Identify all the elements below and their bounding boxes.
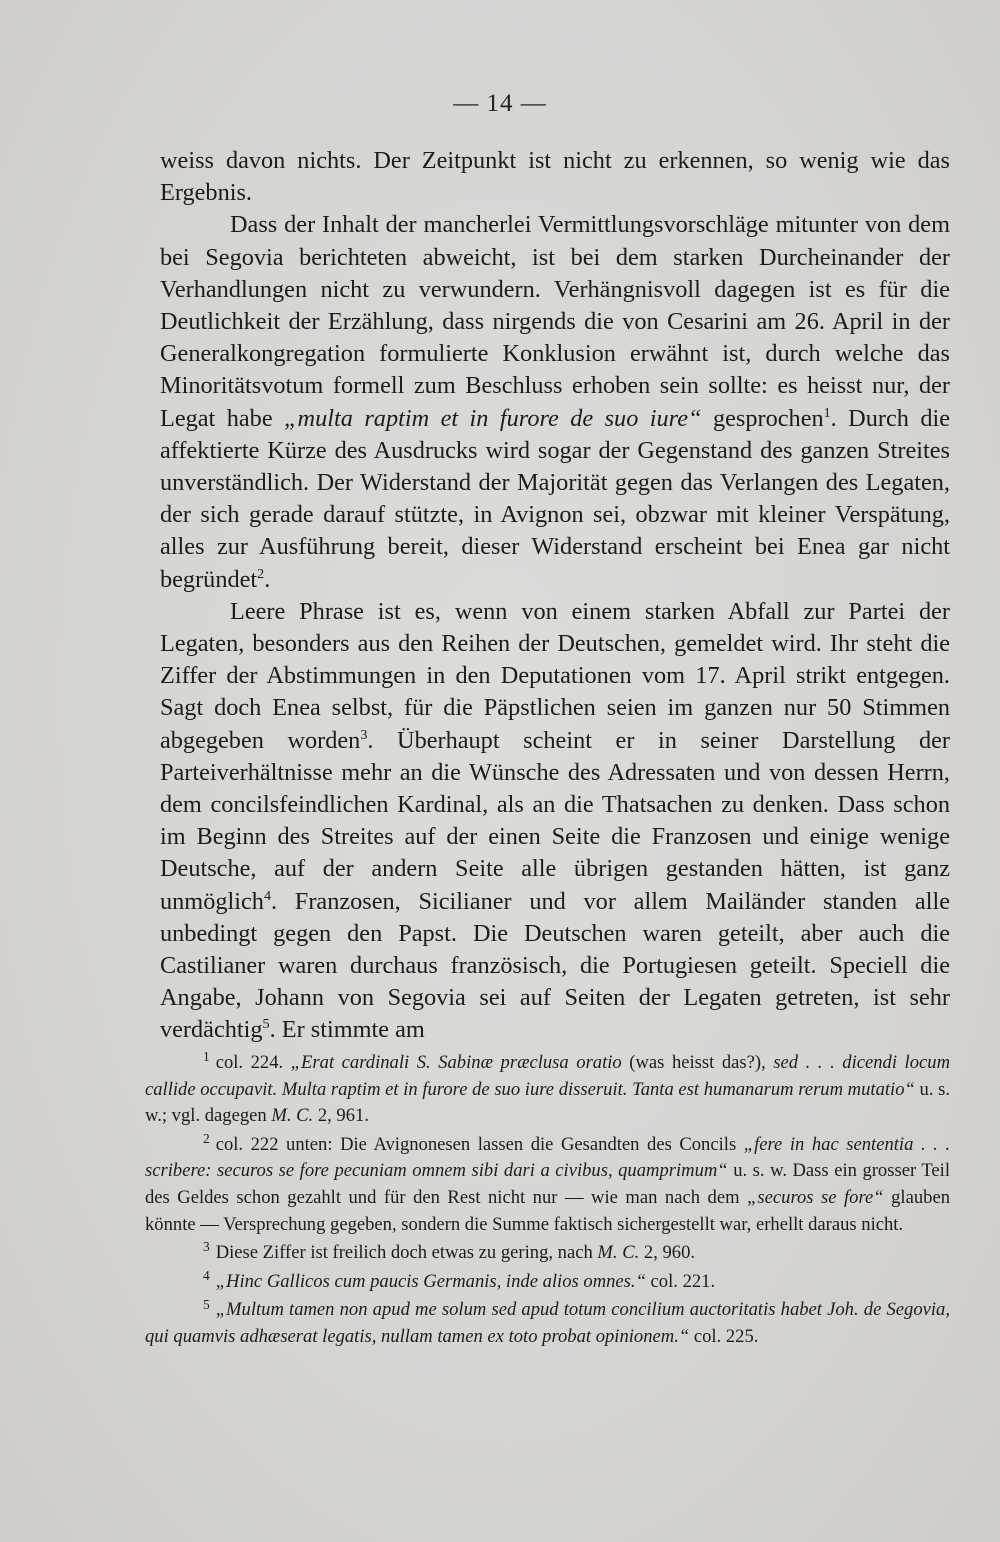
- footnote-text: [216, 1271, 715, 1292]
- italic-text: M. C.: [271, 1105, 314, 1127]
- footnote-number: 5: [203, 1296, 210, 1312]
- text-run: u. s. w.; vgl. dagegen: [145, 1078, 950, 1127]
- text-run: col. 222 unten: Die Avignonesen lassen die Gesandten des Concils: [215, 1133, 744, 1155]
- text-run: Diese Ziffer ist freilich doch etwas zu gering, nach: [215, 1242, 598, 1264]
- italic-text: „Erat cardinali S. Sabinæ præclusa oratio: [290, 1052, 622, 1073]
- text-run: 2, 961.: [313, 1105, 369, 1127]
- paragraph-3: [160, 596, 950, 1047]
- footnote-text: [145, 1052, 950, 1126]
- footnote-3: [145, 1240, 950, 1267]
- page-number: — 14 —: [453, 90, 547, 117]
- footnote-reference: 2: [257, 565, 265, 582]
- body-text: [160, 145, 950, 1047]
- text-run: Leere Phrase ist es, wenn von einem starken Abfall zur Partei der Legaten, besonders aus den Reihen der Deutschen, gemeldet wird. Ihr steht die Ziffer der Abstimmungen in den Deputationen vom 17. April strikt entgegen. Sagt doch Enea selbst, für die Päpstlichen seien im ganzen nur 50 Stimmen abgegeben worden: [160, 597, 950, 754]
- footnotes: [145, 1050, 950, 1353]
- text-run: . Franzosen, Sicilianer und vor allem Mailänder standen alle unbedingt gegen den Papst. Die Deutschen waren geteilt, aber auch die Castilianer waren durchaus französisch, die Portugiesen geteilt. Speciell die Angabe, Johann von Segovia sei auf Seiten der Legaten getreten, ist sehr verdächtig: [160, 887, 950, 1044]
- footnote-text: [145, 1134, 950, 1235]
- italic-text: „Hinc Gallicos cum paucis Germanis, inde alios omnes.“: [215, 1270, 646, 1292]
- text-run: weiss davon nichts. Der Zeitpunkt ist nicht zu erkennen, so wenig wie das Ergebnis.: [160, 147, 950, 207]
- footnote-1: [145, 1050, 950, 1130]
- text-run: glauben könnte — Versprechung gegeben, sondern die Summe faktisch sichergestellt war, erhellt daraus nicht.: [145, 1186, 950, 1235]
- text-run: u. s. w. Dass ein grosser Teil des Geldes schon gezahlt und für den Rest nicht nur — wie man nach dem: [145, 1160, 950, 1208]
- footnote-number: 2: [203, 1131, 210, 1147]
- footnote-number: 4: [203, 1268, 210, 1284]
- paragraph-2: [160, 209, 950, 595]
- text-run: . Durch die affektierte Kürze des Ausdrucks wird sogar der Gegenstand des ganzen Streites unverständlich. Der Widerstand der Majorität gegen das Verlangen des Legaten, der sich gerade darauf stützte, in Avignon sei, obzwar mit kleiner Verspätung, alles zur Ausführung bereit, dieser Widerstand erscheint bei Enea gar nicht begründet: [160, 404, 951, 593]
- text-run: col. 225.: [689, 1325, 759, 1347]
- text-run: gesprochen: [701, 404, 824, 432]
- text-run: . Überhaupt scheint er in seiner Darstellung der Parteiverhältnisse mehr an die Wünsche des Adressaten und von dessen Herrn, dem concilsfeindlichen Kardinal, als an die Thatsachen zu denken. Dass schon im Beginn des Streites auf der einen Seite die Franzosen und einige wenige Deutsche, auf der andern Seite alle übrigen gestanden hätten, ist ganz unmöglich: [160, 726, 950, 915]
- footnote-text: [145, 1296, 950, 1347]
- text-run: col. 221.: [645, 1270, 716, 1292]
- text-run: . Er stimmte am: [269, 1016, 425, 1044]
- footnote-5: [145, 1297, 950, 1350]
- italic-text: sed . . . dicendi locum callide occupavit. Multa raptim et in furore de suo iure disseruit. Tanta est humanarum rerum mutatio“: [145, 1052, 950, 1100]
- footnote-reference: 5: [262, 1016, 270, 1033]
- italic-text: M. C.: [597, 1242, 640, 1264]
- italic-text: „Multum tamen non apud me solum sed apud totum concilium auctoritatis habet Joh. de Segovia, qui quamvis adhæserat legatis, nullam tamen ex toto probat opinionem.“: [145, 1299, 950, 1347]
- footnote-number: 1: [203, 1049, 210, 1065]
- footnote-4: [145, 1269, 950, 1296]
- footnote-text: [216, 1242, 695, 1263]
- text-run: 2, 960.: [639, 1242, 696, 1264]
- footnote-reference: 1: [823, 404, 831, 421]
- footnote-reference: 4: [263, 887, 271, 904]
- italic-text: „multa raptim et in furore de suo iure“: [284, 404, 702, 432]
- italic-text: „fere in hac sententia . . . scribere: securos se fore pecuniam omnem sibi dari a civibus, quamprimum“: [145, 1133, 950, 1182]
- italic-text: „securos se fore“: [747, 1186, 884, 1208]
- footnote-2: [145, 1132, 950, 1238]
- footnote-reference: 3: [360, 726, 368, 743]
- text-run: col. 224.: [215, 1052, 291, 1073]
- footnote-number: 3: [203, 1239, 210, 1255]
- text-run: (was heisst das?),: [621, 1052, 774, 1073]
- text-run: .: [264, 565, 271, 593]
- paragraph-1: [160, 145, 950, 209]
- text-run: Dass der Inhalt der mancherlei Vermittlungsvorschläge mitunter von dem bei Segovia berichteten abweicht, ist bei dem starken Durcheinander der Verhandlungen nicht zu verwundern. Verhängnisvoll dagegen ist es für die Deutlichkeit der Erzählung, dass nirgends die von Cesarini am 26. April in der Generalkongregation formulierte Konklusion erwähnt ist, durch welche das Minoritätsvotum formell zum Beschluss erhoben sein sollte: es heisst nur, der Legat habe: [160, 211, 950, 432]
